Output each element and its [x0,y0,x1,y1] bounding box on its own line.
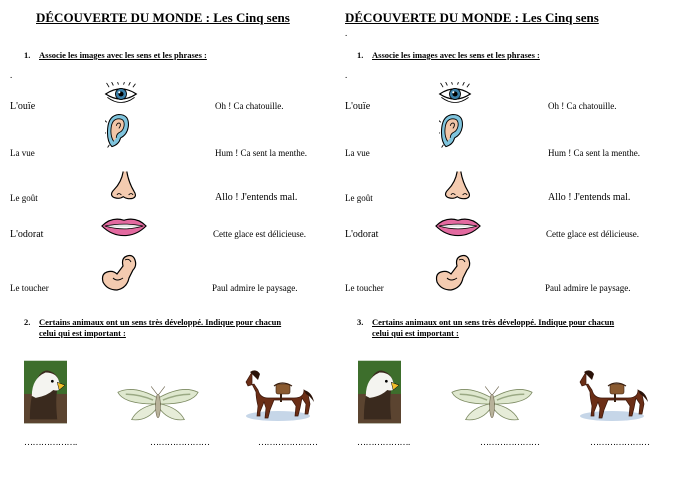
question-text-line1: Certains animaux ont un sens très développé. Indique pour chacun [39,317,282,327]
question-text: Associe les images avec les sens et les phrases : [39,50,207,60]
phrase-phone: Allo ! J'entends mal. [215,192,298,203]
eagle-image [24,360,67,424]
arm-icon [433,252,473,292]
worksheet-title: DÉCOUVERTE DU MONDE : Les Cinq sens [36,10,290,25]
nose-icon [107,169,143,201]
sense-smell: L'odorat [10,229,44,240]
ear-icon [105,110,131,152]
sense-smell: L'odorat [345,229,379,240]
question-number: 3. [357,317,364,327]
eye-icon [438,82,472,106]
question-text-line2: celui qui est important : [372,328,459,338]
eye-icon [104,82,138,106]
sense-hearing: L'ouïe [345,101,371,112]
ear-icon [439,110,465,152]
horse-image [572,364,652,424]
stray-dot: . [345,28,348,38]
phrase-icecream: Cette glace est délicieuse. [213,229,306,239]
moth-image [448,384,536,424]
phrase-landscape: Paul admire le paysage. [545,283,631,293]
stray-dot: . [10,70,13,80]
phrase-tickle: Oh ! Ca chatouille. [548,101,617,111]
moth-image [114,384,202,424]
sense-taste: Le goût [10,193,38,203]
sense-touch: Le toucher [345,283,384,293]
answer-blank-horse[interactable]: ………………… [590,437,650,447]
sense-taste: Le goût [345,193,373,203]
horse-image [238,364,318,424]
stray-dot: . [345,70,348,80]
answer-blank-eagle[interactable]: ………………. [24,437,77,447]
answer-blank-eagle[interactable]: ………………. [357,437,410,447]
phrase-landscape: Paul admire le paysage. [212,283,298,293]
worksheet-left [0,0,335,480]
answer-blank-horse[interactable]: ………………… [258,437,318,447]
nose-icon [441,169,477,201]
sense-hearing: L'ouïe [10,101,36,112]
phrase-icecream: Cette glace est délicieuse. [546,229,639,239]
mouth-icon [100,214,148,238]
answer-blank-moth[interactable]: ………………… [150,437,210,447]
question-number: 1. [24,50,31,60]
eagle-image [358,360,401,424]
phrase-mint: Hum ! Ca sent la menthe. [215,148,307,158]
arm-icon [99,252,139,292]
sense-sight: La vue [345,148,370,158]
mouth-icon [434,214,482,238]
answer-blank-moth[interactable]: ………………… [480,437,540,447]
question-number: 2. [24,317,31,327]
phrase-tickle: Oh ! Ca chatouille. [215,101,284,111]
phrase-mint: Hum ! Ca sent la menthe. [548,148,640,158]
sense-sight: La vue [10,148,35,158]
worksheet-right [335,0,670,480]
question-text-line2: celui qui est important : [39,328,126,338]
question-text: Associe les images avec les sens et les phrases : [372,50,540,60]
question-number: 1. [357,50,364,60]
phrase-phone: Allo ! J'entends mal. [548,192,631,203]
question-text-line1: Certains animaux ont un sens très développé. Indique pour chacun [372,317,615,327]
worksheet-title: DÉCOUVERTE DU MONDE : Les Cinq sens [345,10,599,25]
sense-touch: Le toucher [10,283,49,293]
